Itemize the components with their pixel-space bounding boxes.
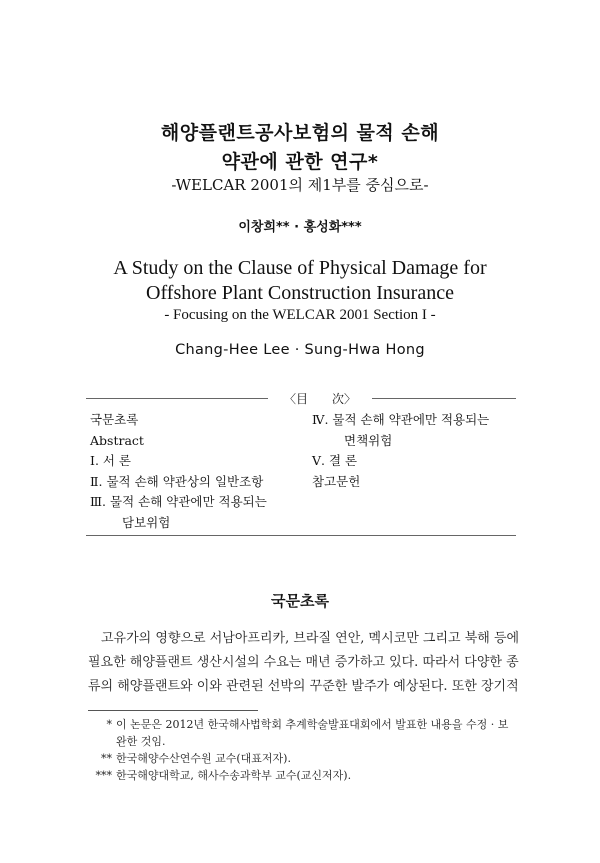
subtitle-english: - Focusing on the WELCAR 2001 Section I -	[164, 307, 436, 323]
authors-english: Chang-Hee Lee · Sung-Hwa Hong	[175, 342, 425, 358]
footnote-mark: ***	[95, 769, 112, 782]
toc-bottom-rule	[86, 535, 516, 536]
body-line: 고유가의 영향으로 서남아프리카, 브라질 연안, 멕시코만 그리고 북해 등에	[101, 631, 520, 646]
section-heading-abstract: 국문초록	[271, 592, 329, 610]
toc-item: Ⅲ. 물적 손해 약관에만 적용되는	[90, 494, 267, 509]
footnote-text: 한국해양수산연수원 교수(대표저자).	[116, 752, 291, 765]
body-line: 류의 해양플랜트와 이와 관련된 선박의 꾸준한 발주가 예상된다. 또한 장기적	[88, 679, 519, 694]
toc-item: 면책위험	[344, 432, 393, 448]
body-line: 필요한 해양플랜트 생산시설의 수요는 매년 증가하고 있다. 따라서 다양한 종	[88, 655, 519, 670]
footnote-rule	[88, 710, 258, 711]
title-english-line1: A Study on the Clause of Physical Damage for	[113, 257, 487, 279]
toc-item: Ⅴ. 결 론	[312, 453, 358, 468]
abstract-body	[88, 627, 520, 699]
title-english-line2: Offshore Plant Construction Insurance	[146, 282, 454, 304]
subtitle-korean: -WELCAR 2001의 제1부를 중심으로-	[171, 176, 429, 194]
footnote	[88, 716, 518, 733]
footnote-text: 한국해양대학교, 해사수송과학부 교수(교신저자).	[116, 769, 352, 782]
title-korean-line2: 약관에 관한 연구*	[221, 151, 379, 173]
footnotes	[88, 716, 518, 784]
toc-item: Abstract	[90, 432, 144, 448]
toc-heading: 〈目 次〉	[268, 390, 372, 407]
toc-item: Ⅳ. 물적 손해 약관에만 적용되는	[312, 412, 490, 427]
footnote-mark: *	[106, 718, 112, 731]
footnote	[88, 750, 518, 767]
footnote	[88, 767, 518, 784]
footnote-text-continued: 완한 것임.	[116, 735, 166, 748]
toc-left-column	[90, 410, 267, 533]
toc-item: 담보위험	[122, 514, 171, 530]
toc-right-column	[312, 410, 489, 492]
toc-item: Ⅰ. 서 론	[90, 453, 132, 468]
toc-item: 참고문헌	[312, 473, 361, 489]
authors-korean: 이창희** · 홍성화***	[238, 220, 362, 235]
footnote-text: 이 논문은 2012년 한국해사법학회 추계학술발표대회에서 발표한 내용을 수정 · 보	[116, 718, 509, 731]
toc-item: 국문초록	[90, 412, 139, 427]
title-korean-line1: 해양플랜트공사보험의 물적 손해	[160, 122, 440, 144]
toc-item: Ⅱ. 물적 손해 약관상의 일반조항	[90, 473, 264, 489]
footnote-mark: **	[101, 752, 112, 765]
